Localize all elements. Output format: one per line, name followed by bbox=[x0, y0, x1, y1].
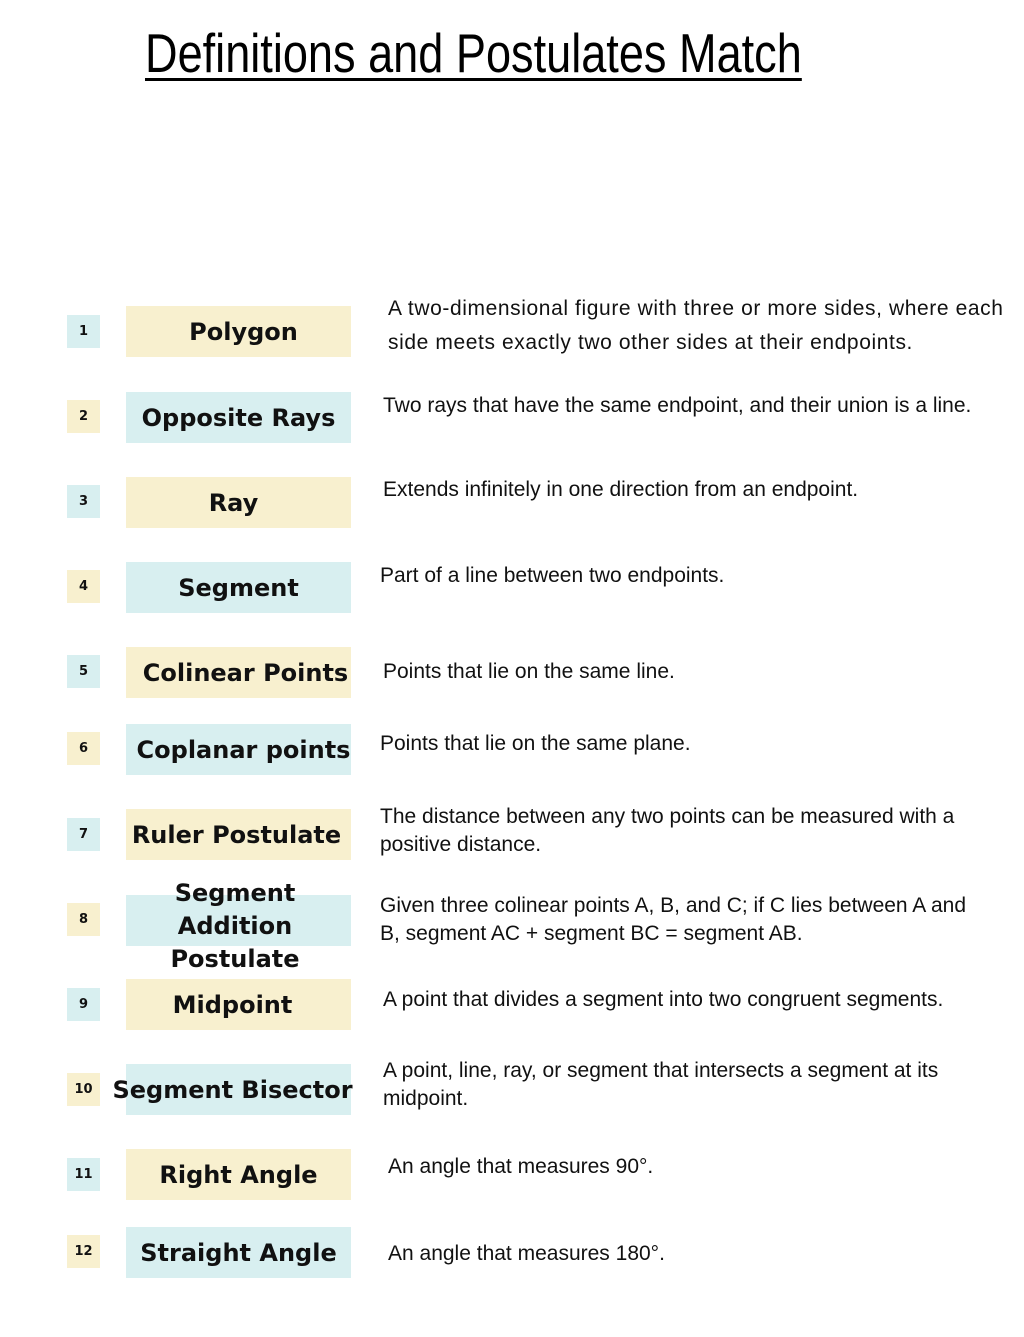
item-number: 6 bbox=[67, 732, 100, 765]
definition-text: Two rays that have the same endpoint, and their union is a line. bbox=[383, 394, 972, 417]
definition-text: Points that lie on the same plane. bbox=[380, 732, 691, 755]
term-label: Opposite Rays bbox=[126, 392, 351, 443]
item-number: 12 bbox=[67, 1235, 100, 1268]
definition-text: A point that divides a segment into two congruent segments. bbox=[383, 988, 944, 1011]
item-number: 10 bbox=[67, 1073, 100, 1106]
term-label: Segment Bisector bbox=[126, 1064, 351, 1115]
item-number: 4 bbox=[67, 570, 100, 603]
item-number: 11 bbox=[67, 1158, 100, 1191]
page-title: Definitions and Postulates Match bbox=[145, 22, 802, 84]
term-label: Ray bbox=[126, 477, 351, 528]
definition-text: The distance between any two points can be measured with a positive distance. bbox=[380, 805, 955, 856]
item-number: 8 bbox=[67, 903, 100, 936]
term-label: Segment bbox=[126, 562, 351, 613]
item-number: 9 bbox=[67, 988, 100, 1021]
definition-text: A two-dimensional figure with three or more sides, where each side meets exactly two other sides at their endpoints. bbox=[388, 297, 1004, 354]
definition-text: An angle that measures 180°. bbox=[388, 1242, 665, 1265]
term-label: Polygon bbox=[126, 306, 351, 357]
item-number: 7 bbox=[67, 818, 100, 851]
term-label-text: Segment Addition Postulate bbox=[170, 878, 300, 973]
definition-text: Given three colinear points A, B, and C; if C lies between A and B, segment AC + segment BC = segment AB. bbox=[380, 894, 967, 945]
definition-text: Extends infinitely in one direction from an endpoint. bbox=[383, 478, 859, 501]
item-number: 1 bbox=[67, 315, 100, 348]
term-label: Ruler Postulate bbox=[126, 809, 351, 860]
term-label: Straight Angle bbox=[126, 1227, 351, 1278]
definition-text: Part of a line between two endpoints. bbox=[380, 564, 725, 587]
definition-text: A point, line, ray, or segment that intersects a segment at its midpoint. bbox=[383, 1059, 939, 1110]
term-label: Midpoint bbox=[126, 979, 351, 1030]
item-number: 3 bbox=[67, 485, 100, 518]
definition-text: An angle that measures 90°. bbox=[388, 1155, 654, 1178]
term-label: Right Angle bbox=[126, 1149, 351, 1200]
definition-text: Points that lie on the same line. bbox=[383, 660, 675, 683]
item-number: 5 bbox=[67, 655, 100, 688]
term-label: Colinear Points bbox=[126, 647, 351, 698]
term-label: Coplanar points bbox=[126, 724, 351, 775]
item-number: 2 bbox=[67, 400, 100, 433]
